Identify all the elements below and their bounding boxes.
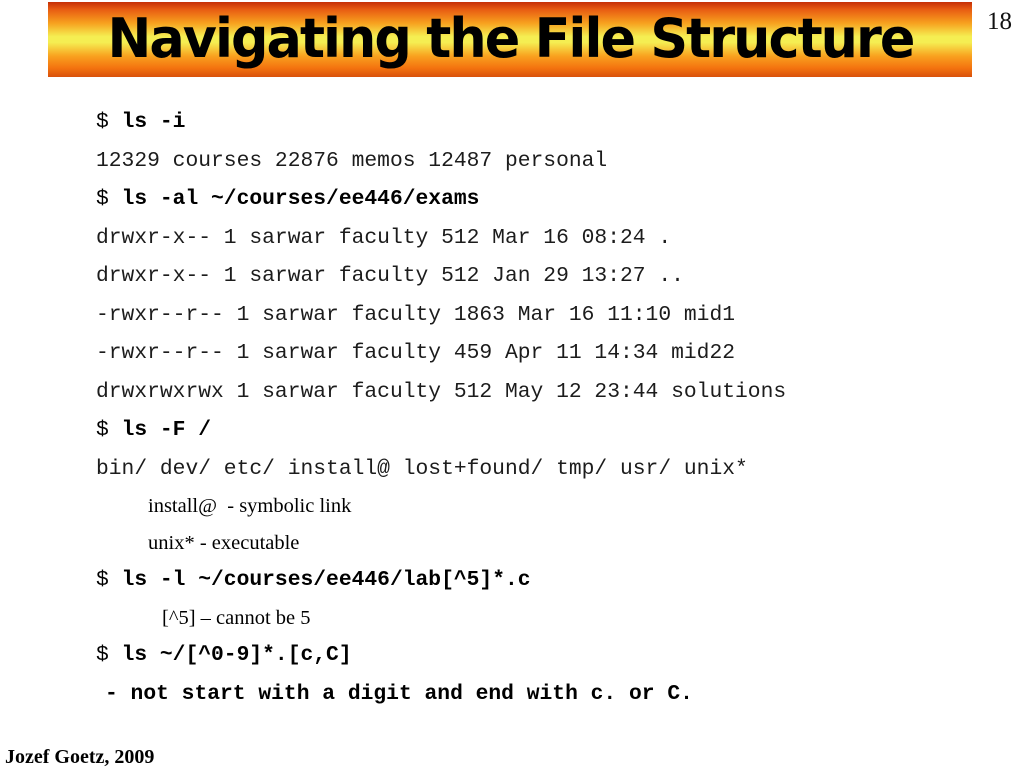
shell-command: ls -F / [121,418,212,442]
footer-credit: Jozef Goetz, 2009 [5,746,155,768]
annotation-executable [96,525,976,562]
terminal-line-command [96,636,976,675]
annotation-text: install@ - symbolic link [148,495,352,517]
terminal-line-command [96,103,976,142]
shell-command: ls -i [121,110,186,134]
annotation-cannot-be-5 [96,600,976,637]
terminal-transcript [96,103,976,713]
command-output: -rwxr--r-- 1 sarwar faculty 1863 Mar 16 11:10 mid1 [96,302,736,327]
command-output: -rwxr--r-- 1 sarwar faculty 459 Apr 11 14:34 mid22 [96,341,736,365]
shell-command: ls -l ~/courses/ee446/lab[^5]*.c [121,568,531,592]
terminal-line-output [96,373,976,412]
terminal-line-command [96,561,976,600]
shell-prompt: $ [96,187,122,211]
explanation-text: - not start with a digit and end with c. or C. [105,681,693,706]
command-output: bin/ dev/ etc/ install@ lost+found/ tmp/ usr/ unix* [96,456,748,481]
shell-prompt: $ [96,418,122,442]
slide-title: Navigating the File Structure [106,7,914,70]
title-banner [48,2,972,77]
explanation-pattern-meaning [96,675,976,714]
shell-command: ls ~/[^0-9]*.[c,C] [121,643,352,667]
command-output: drwxr-x-- 1 sarwar faculty 512 Mar 16 08:24 . [96,225,672,250]
shell-prompt: $ [96,110,122,134]
terminal-line-output [96,257,976,296]
annotation-text: unix* - executable [148,531,300,554]
terminal-line-output [96,219,976,258]
shell-prompt: $ [96,568,122,592]
terminal-line-output [96,334,976,373]
page-number: 18 [987,8,1012,35]
terminal-line-command [96,180,976,219]
terminal-line-command [96,411,976,450]
terminal-line-output [96,142,976,181]
command-output: drwxr-x-- 1 sarwar faculty 512 Jan 29 13:27 .. [96,264,684,288]
annotation-text: [^5] – cannot be 5 [162,606,311,629]
terminal-line-output [96,296,976,335]
shell-prompt: $ [96,643,122,667]
command-output: drwxrwxrwx 1 sarwar faculty 512 May 12 23:44 solutions [96,379,787,404]
shell-command: ls -al ~/courses/ee446/exams [121,187,480,211]
terminal-line-output [96,450,976,489]
annotation-symbolic-link [96,488,976,525]
command-output: 12329 courses 22876 memos 12487 personal [96,148,608,173]
